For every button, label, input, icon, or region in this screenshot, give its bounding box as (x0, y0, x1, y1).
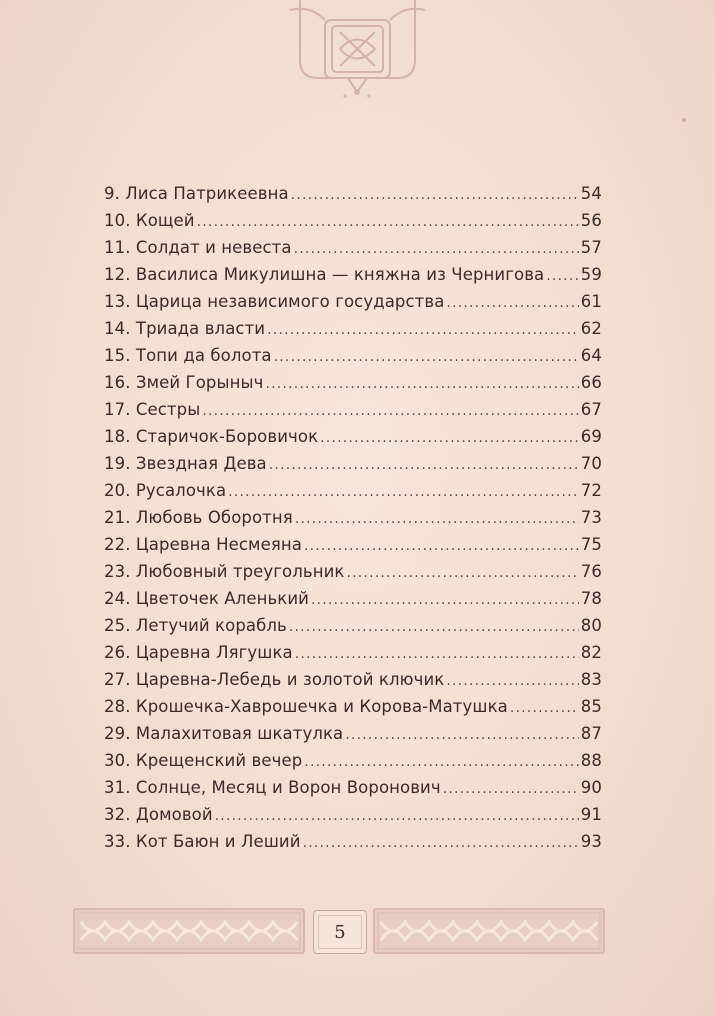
toc-entry[interactable] (104, 423, 602, 450)
toc-title: 10. Кощей (104, 211, 195, 230)
page-number: 5 (313, 910, 367, 954)
toc-page-number: 85 (580, 697, 602, 716)
toc-title: 24. Цветочек Аленький (104, 589, 309, 608)
toc-page-number: 76 (580, 562, 602, 581)
toc-entry[interactable] (104, 450, 602, 477)
toc-page-number: 78 (580, 589, 602, 608)
toc-leader-dots (295, 641, 579, 668)
toc-title: 33. Кот Баюн и Леший (104, 832, 301, 851)
toc-page-number: 56 (580, 211, 602, 230)
toc-page-number: 88 (580, 751, 602, 770)
toc-title: 20. Русалочка (104, 481, 227, 500)
toc-leader-dots (289, 614, 579, 641)
toc-title: 9. Лиса Патрикеевна (104, 184, 289, 203)
toc-page-number: 90 (580, 778, 602, 797)
toc-title: 13. Царица независимого государства (104, 292, 445, 311)
toc-page-number: 87 (580, 724, 602, 743)
toc-entry[interactable] (104, 693, 602, 720)
toc-page-number: 91 (580, 805, 602, 824)
toc-leader-dots (345, 722, 579, 749)
toc-leader-dots (228, 479, 579, 506)
toc-page-number: 59 (580, 265, 602, 284)
toc-leader-dots (320, 425, 579, 452)
toc-page-number: 67 (580, 400, 602, 419)
toc-title: 27. Царевна-Лебедь и золотой ключик (104, 670, 445, 689)
toc-page-number: 93 (580, 832, 602, 851)
toc-title: 25. Летучий корабль (104, 616, 287, 635)
toc-page-number: 83 (580, 670, 602, 689)
toc-entry[interactable] (104, 720, 602, 747)
toc-entry[interactable] (104, 828, 602, 855)
toc-leader-dots (510, 695, 579, 722)
toc-entry[interactable] (104, 315, 602, 342)
toc-entry[interactable] (104, 396, 602, 423)
toc-title: 31. Солнце, Месяц и Ворон Воронович (104, 778, 441, 797)
toc-title: 17. Сестры (104, 400, 201, 419)
toc-entry[interactable] (104, 180, 602, 207)
toc-entry[interactable] (104, 558, 602, 585)
toc-title: 26. Царевна Лягушка (104, 643, 293, 662)
toc-entry[interactable] (104, 774, 602, 801)
toc-leader-dots (346, 560, 578, 587)
toc-page-number: 62 (580, 319, 602, 338)
toc-page-number: 73 (580, 508, 602, 527)
toc-page-number: 57 (580, 238, 602, 257)
toc-title: 23. Любовный треугольник (104, 562, 345, 581)
toc-leader-dots (303, 830, 579, 857)
toc-entry[interactable] (104, 531, 602, 558)
toc-title: 18. Старичок-Боровичок (104, 427, 319, 446)
toc-entry[interactable] (104, 234, 602, 261)
toc-title: 19. Звездная Дева (104, 454, 267, 473)
toc-leader-dots (197, 209, 579, 236)
toc-title: 15. Топи да болота (104, 346, 272, 365)
braided-knot-band-right-icon (373, 906, 605, 956)
toc-leader-dots (311, 587, 579, 614)
toc-leader-dots (446, 290, 578, 317)
toc-title: 29. Малахитовая шкатулка (104, 724, 344, 743)
toc-entry[interactable] (104, 585, 602, 612)
toc-title: 32. Домовой (104, 805, 213, 824)
toc-entry[interactable] (104, 369, 602, 396)
toc-page-number: 69 (580, 427, 602, 446)
toc-leader-dots (446, 668, 578, 695)
toc-leader-dots (202, 398, 578, 425)
table-of-contents (104, 180, 602, 855)
toc-leader-dots (443, 776, 579, 803)
toc-title: 12. Василиса Микулишна — княжна из Чернигова (104, 265, 545, 284)
toc-leader-dots (295, 506, 579, 533)
toc-page-number: 66 (580, 373, 602, 392)
toc-page-number: 64 (580, 346, 602, 365)
toc-page-number: 72 (580, 481, 602, 500)
toc-entry[interactable] (104, 747, 602, 774)
toc-leader-dots (304, 533, 579, 560)
toc-entry[interactable] (104, 342, 602, 369)
toc-leader-dots (304, 749, 579, 776)
toc-leader-dots (546, 263, 579, 290)
celtic-knot-ornament-icon (290, 0, 425, 100)
toc-title: 11. Солдат и невеста (104, 238, 292, 257)
toc-entry[interactable] (104, 612, 602, 639)
toc-leader-dots (294, 236, 579, 263)
toc-page-number: 70 (580, 454, 602, 473)
toc-page-number: 80 (580, 616, 602, 635)
toc-page-number: 75 (580, 535, 602, 554)
toc-title: 28. Крошечка-Хаврошечка и Корова-Матушка (104, 697, 508, 716)
toc-entry[interactable] (104, 288, 602, 315)
toc-title: 21. Любовь Оборотня (104, 508, 293, 527)
toc-page-number: 82 (580, 643, 602, 662)
toc-leader-dots (274, 344, 579, 371)
toc-leader-dots (269, 452, 579, 479)
toc-entry[interactable] (104, 801, 602, 828)
toc-leader-dots (265, 371, 578, 398)
toc-leader-dots (267, 317, 579, 344)
toc-title: 30. Крещенский вечер (104, 751, 303, 770)
toc-entry[interactable] (104, 504, 602, 531)
braided-knot-band-left-icon (73, 906, 305, 956)
paper-blemish (682, 118, 686, 122)
toc-entry[interactable] (104, 207, 602, 234)
toc-entry[interactable] (104, 477, 602, 504)
toc-entry[interactable] (104, 639, 602, 666)
toc-title: 22. Царевна Несмеяна (104, 535, 302, 554)
toc-entry[interactable] (104, 261, 602, 288)
toc-leader-dots (215, 803, 579, 830)
toc-leader-dots (291, 182, 579, 209)
toc-entry[interactable] (104, 666, 602, 693)
toc-page-number: 54 (580, 184, 602, 203)
toc-title: 16. Змей Горыныч (104, 373, 264, 392)
toc-title: 14. Триада власти (104, 319, 266, 338)
toc-page-number: 61 (580, 292, 602, 311)
